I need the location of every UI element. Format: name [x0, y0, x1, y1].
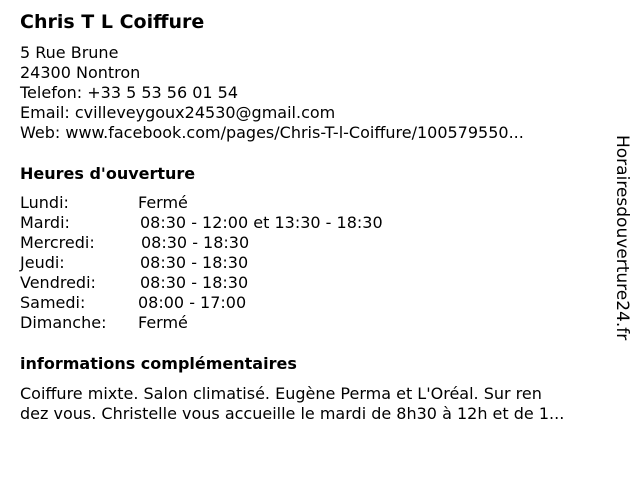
phone-number: Telefon: +33 5 53 56 01 54	[20, 83, 239, 102]
info-line: Coiffure mixte. Salon climatisé. Eugène Perma et L'Oréal. Sur ren	[20, 384, 542, 403]
day-label: Samedi:	[20, 293, 86, 312]
day-label: Jeudi:	[20, 253, 65, 272]
address-city: 24300 Nontron	[20, 63, 141, 82]
day-hours: 08:00 - 17:00	[138, 293, 247, 312]
website-link: Web: www.facebook.com/pages/Chris-T-l-Coiffure/100579550...	[20, 123, 524, 142]
day-label: Mardi:	[20, 213, 70, 232]
day-hours: 08:30 - 18:30	[140, 273, 249, 292]
day-label: Dimanche:	[20, 313, 107, 332]
day-hours: 08:30 - 12:00 et 13:30 - 18:30	[140, 213, 383, 232]
day-label: Lundi:	[20, 193, 69, 212]
hours-heading: Heures d'ouverture	[20, 164, 196, 183]
info-heading: informations complémentaires	[20, 354, 297, 373]
day-label: Mercredi:	[20, 233, 95, 252]
watermark-text: Horairesdouverture24.fr	[612, 135, 632, 341]
day-hours: 08:30 - 18:30	[140, 253, 249, 272]
info-line: dez vous. Christelle vous accueille le mardi de 8h30 à 12h et de 1...	[20, 404, 565, 423]
day-hours: Fermé	[138, 193, 188, 212]
info-text	[20, 384, 620, 424]
contact-block	[20, 43, 524, 143]
email-address: Email: cvilleveygoux24530@gmail.com	[20, 103, 336, 122]
day-hours: 08:30 - 18:30	[141, 233, 250, 252]
business-name: Chris T L Coiffure	[20, 11, 205, 33]
address-street: 5 Rue Brune	[20, 43, 119, 62]
day-label: Vendredi:	[20, 273, 96, 292]
site-watermark	[610, 135, 634, 373]
day-hours: Fermé	[138, 313, 188, 332]
